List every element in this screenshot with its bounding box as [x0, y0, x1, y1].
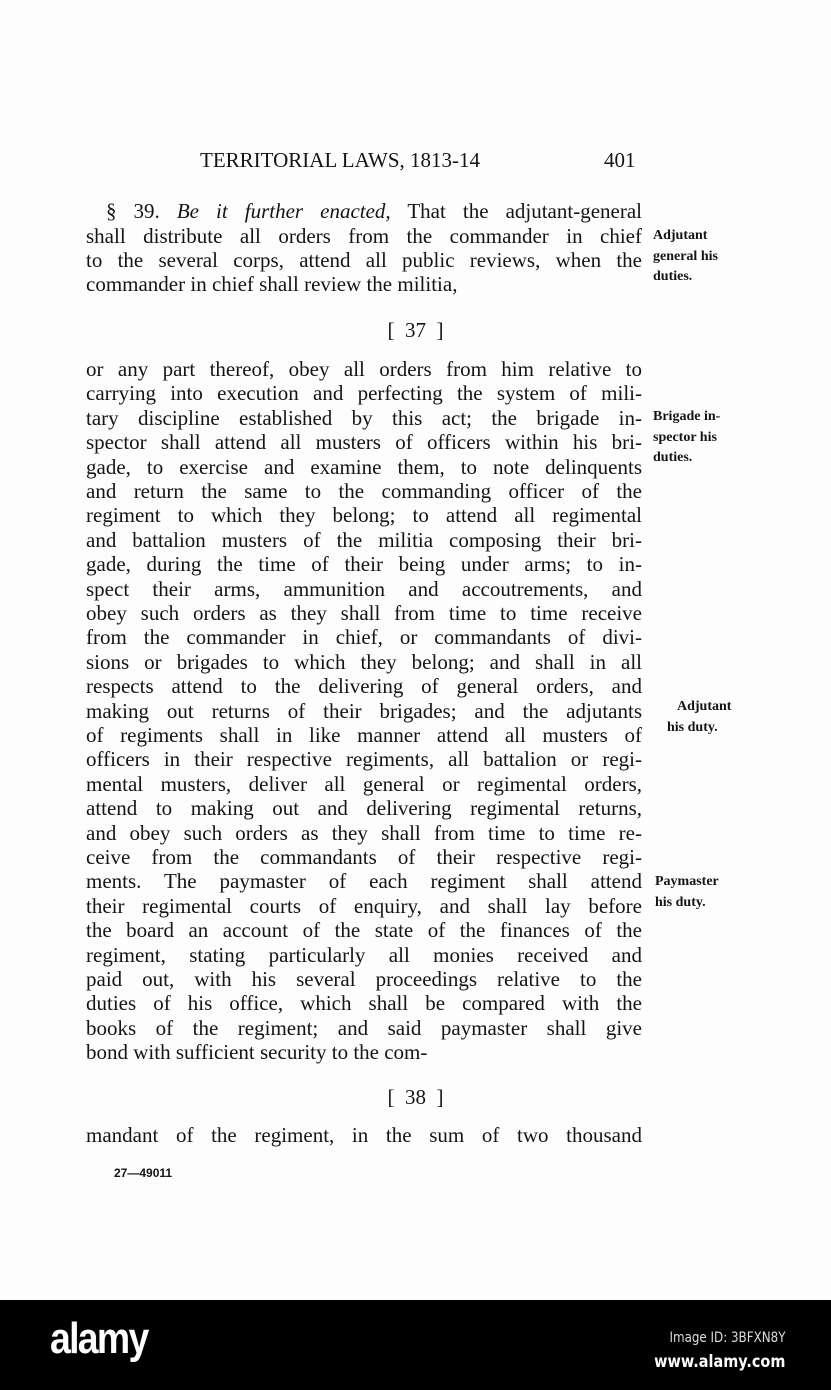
section-line: to the several corps, attend all public reviews, when the: [86, 248, 642, 272]
alamy-logo: alamy: [50, 1314, 148, 1363]
section-line: shall distribute all orders from the commander in chief: [86, 224, 642, 248]
page-number: 401: [604, 148, 636, 172]
body-line: ceive from the commandants of their respective regi-: [86, 845, 642, 869]
body-line: regiment to which they belong; to attend all regimental: [86, 503, 642, 528]
margin-note-line: his duty.: [667, 720, 718, 735]
enacting-clause: Be it further enacted,: [176, 199, 391, 223]
margin-note-line: his duty.: [655, 895, 706, 910]
page-marker-38: [ 38 ]: [387, 1085, 444, 1109]
margin-note-line: Adjutant: [653, 228, 708, 243]
body-line: of regiments shall in like manner attend all musters of: [86, 723, 642, 747]
body-line: respects attend to the delivering of general orders, and: [86, 674, 642, 699]
body-line: and obey such orders as they shall from time to time re-: [86, 820, 642, 845]
running-title: TERRITORIAL LAWS, 1813-14: [200, 148, 481, 172]
body-line: obey such orders as they shall from time to time receive: [86, 601, 642, 625]
body-line: and battalion musters of the militia composing their bri-: [86, 527, 642, 552]
margin-note-line: duties.: [653, 450, 693, 465]
margin-note-line: Brigade in-: [653, 409, 721, 424]
section-number: § 39.: [106, 199, 160, 223]
watermark-banner: [0, 1300, 831, 1390]
body-line: from the commander in chief, or commandants of divi-: [86, 625, 642, 650]
body-line: regiment, stating particularly all monies received and: [86, 942, 642, 967]
image-id: Image ID: 3BFXN8Y: [669, 1330, 785, 1346]
body-line: ments. The paymaster of each regiment shall attend: [86, 869, 642, 894]
section-first-line: [86, 199, 642, 223]
margin-note-line: duties.: [653, 269, 693, 284]
body-line: bond with sufficient security to the com-: [86, 1040, 428, 1065]
margin-note-line: Paymaster: [655, 874, 719, 889]
watermark-url: www.alamy.com: [653, 1352, 785, 1372]
body-line: books of the regiment; and said paymaster shall give: [86, 1015, 642, 1040]
body-line: mental musters, deliver all general or regimental orders,: [86, 771, 642, 796]
body-line: their regimental courts of enquiry, and shall lay before: [86, 893, 642, 918]
body-line: tary discipline established by this act; the brigade in-: [86, 405, 642, 430]
body-line: duties of his office, which shall be compared with the: [86, 991, 642, 1016]
body-line: gade, during the time of their being under arms; to in-: [86, 552, 642, 577]
body-line: sions or brigades to which they belong; and shall in all: [86, 649, 642, 674]
body-line: or any part thereof, obey all orders from him relative to: [86, 357, 642, 381]
body-line: officers in their respective regiments, all battalion or regi-: [86, 747, 642, 772]
margin-note-line: general his: [653, 249, 718, 264]
body-line: the board an account of the state of the finances of the: [86, 918, 642, 943]
page-marker-37: [ 37 ]: [387, 318, 444, 342]
footnote-code: 27—49011: [114, 1166, 173, 1180]
section-first-line-text: That the adjutant-general: [407, 199, 642, 223]
body-line: paid out, with his several proceedings relative to the: [86, 967, 642, 991]
section-line: commander in chief shall review the militia,: [86, 272, 458, 296]
body-line: spector shall attend all musters of officers within his bri-: [86, 430, 642, 455]
body-line: making out returns of their brigades; and the adjutants: [86, 698, 642, 723]
body-line: and return the same to the commanding officer of the: [86, 479, 642, 503]
margin-note-line: Adjutant: [677, 699, 732, 714]
final-line: mandant of the regiment, in the sum of two thousand: [86, 1123, 642, 1147]
body-line: attend to making out and delivering regimental returns,: [86, 796, 642, 821]
body-line: carrying into execution and perfecting the system of mili-: [86, 381, 642, 406]
body-line: gade, to exercise and examine them, to note delinquents: [86, 454, 642, 479]
margin-note-line: spector his: [653, 430, 717, 445]
body-line: spect their arms, ammunition and accoutrements, and: [86, 576, 642, 601]
